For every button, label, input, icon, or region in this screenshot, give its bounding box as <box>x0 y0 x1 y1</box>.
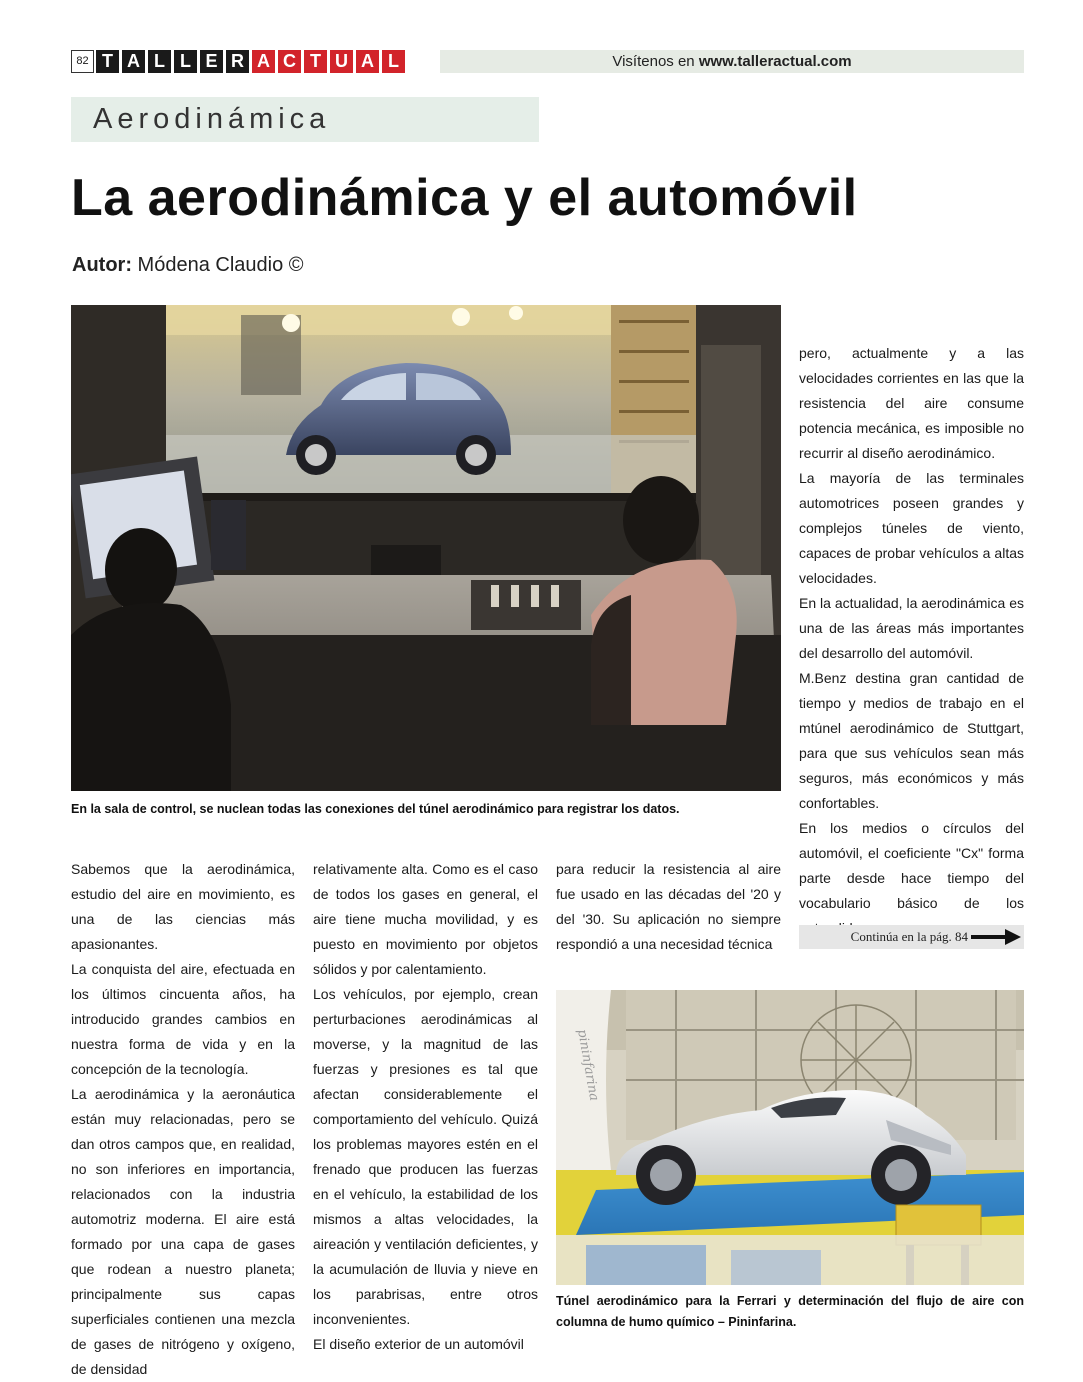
brand-letter: R <box>226 50 249 73</box>
brand-letter: E <box>200 50 223 73</box>
section-label: Aerodinámica <box>71 97 539 142</box>
website-link[interactable]: www.talleractual.com <box>698 53 852 70</box>
text-column <box>799 341 1024 941</box>
visit-prefix: Visítenos en <box>612 53 699 70</box>
brand-letter: L <box>382 50 405 73</box>
continue-link[interactable] <box>799 925 1024 949</box>
brand-letter: A <box>356 50 379 73</box>
brand-letter: C <box>278 50 301 73</box>
paragraph: En los medios o círculos del automóvil, el coeficiente "Cx" forma parte desde hace tiempo del vocabulario básico de los <box>799 820 1024 911</box>
photo-caption: Túnel aerodinámico para la Ferrari y determinación del flujo de aire con columna de humo químico – Pininfarina. <box>556 1294 1024 1329</box>
paragraph: La aerodinámica y la aeronáutica están muy relacionadas, pero se dan otros campos que, en realidad, no son inferiores en importancia, relacionados con la industria automotriz moderna. El aire está formado por una capa de gases que rodean a nuestro planeta; principalmente sus capas superficiales contienen una mezcla de gases de nitrógeno y oxígeno, de densidad <box>71 1086 295 1377</box>
page-number: 82 <box>71 50 94 73</box>
paragraph: La conquista del aire, efectuada en los últimos cincuenta años, ha introducido grandes cambios en nuestra forma de vida y en la concepción de la tecnología. <box>71 961 295 1077</box>
author-label: Autor: <box>72 254 132 276</box>
paragraph: pero, actualmente y a las velocidades corrientes en las que la resistencia del aire consume potencia mecánica, es imposible no recurrir al diseño aerodinámico. <box>799 345 1024 461</box>
brand-letter: L <box>174 50 197 73</box>
paragraph: Sabemos que la aerodinámica, estudio del aire en movimiento, es una de las ciencias más apasionantes. <box>71 861 295 952</box>
headline: La aerodinámica y el automóvil <box>71 169 858 227</box>
paragraph: Los vehículos, por ejemplo, crean perturbaciones aerodinámicas al moverse, y la magnitud de las fuerzas y presiones es tal que afectan considerablemente el comportamiento del vehículo. Quizá los problemas mayores estén en el frenado que producen las fuerzas en el vehículo, la estabilidad de los mismos a altas velocidades, la aireación y ventilación deficientes, y la acumulación de lluvia y nieve en los parabrisas, entre otros inconvenientes. <box>313 986 538 1327</box>
paragraph: M.Benz destina gran cantidad de tiempo y medios de trabajo en el mtúnel aerodinámico de Stuttgart, para que sus vehículos sean más seguros, más económicos y más confortables. <box>799 670 1024 811</box>
paragraph: para reducir la resistencia al aire fue usado en las décadas del '20 y del '30. Su aplicación no siempre respondió a una necesidad técnica <box>556 861 781 952</box>
text-column <box>71 857 295 1382</box>
paragraph: relativamente alta. Como es el caso de todos los gases en general, el aire tiene mucha movilidad, y es puesto en movimiento por objetos sólidos y por calentamiento. <box>313 861 538 977</box>
brand-letter: L <box>148 50 171 73</box>
brand-letter: U <box>330 50 353 73</box>
paragraph: El diseño exterior de un automóvil <box>313 1336 524 1352</box>
author-name: Módena Claudio © <box>131 254 304 276</box>
brand-letter: A <box>122 50 145 73</box>
ferrari-tunnel-photo <box>556 990 1024 1285</box>
text-column <box>313 857 538 1357</box>
brand-letter: T <box>304 50 327 73</box>
brand-letter: A <box>252 50 275 73</box>
continue-label: Continúa en la pág. 84 <box>850 929 968 944</box>
paragraph: En la actualidad, la aerodinámica es una de las áreas más importantes del desarrollo del automóvil. <box>799 595 1024 661</box>
author-line <box>72 254 304 277</box>
control-room-photo <box>71 305 781 791</box>
photo-caption: En la sala de control, se nuclean todas las conexiones del túnel aerodinámico para registrar los datos. <box>71 802 680 816</box>
brand-letter: T <box>96 50 119 73</box>
arrow-right-icon <box>971 929 1021 945</box>
brand-logo <box>96 50 405 73</box>
svg-text:pininfarina: pininfarina <box>574 1028 602 1103</box>
text-column <box>556 857 781 957</box>
visit-banner <box>440 50 1024 73</box>
paragraph: La mayoría de las terminales automotrices poseen grandes y complejos túneles de viento, capaces de probar vehículos a altas velocidades. <box>799 470 1024 586</box>
